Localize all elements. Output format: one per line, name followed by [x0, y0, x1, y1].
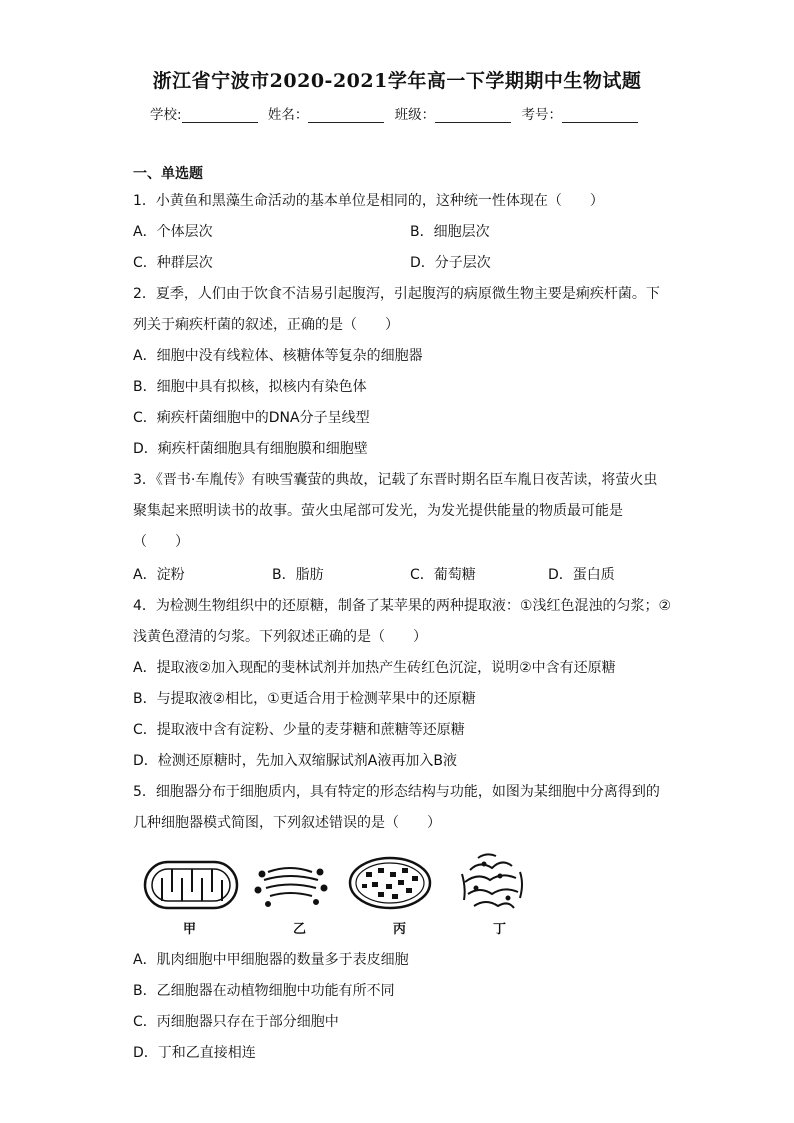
- q2-option-a[interactable]: A．细胞中没有线粒体、核糖体等复杂的细胞器: [133, 348, 423, 364]
- q3-stem-line3: （ ）: [133, 534, 189, 550]
- q4-option-b[interactable]: B．与提取液②相比，①更适合用于检测苹果中的还原糖: [133, 691, 476, 707]
- q2-option-d[interactable]: D．痢疾杆菌细胞具有细胞膜和细胞壁: [133, 441, 368, 457]
- q3-stem-line2: 聚集起来照明读书的故事。萤火虫尾部可发光，为发光提供能量的物质最可能是: [133, 503, 623, 519]
- q2-stem-line2: 列关于痢疾杆菌的叙述，正确的是（ ）: [133, 317, 399, 333]
- q3-stem-line1: 3．《晋书·车胤传》有映雪囊萤的典故，记载了东晋时期名臣车胤日夜苦读，将萤火虫: [133, 472, 658, 488]
- number-blank[interactable]: [562, 108, 638, 123]
- mitochondrion-figure: [145, 862, 237, 908]
- q5-option-d[interactable]: D．丁和乙直接相连: [133, 1045, 256, 1061]
- q1-option-b[interactable]: B．细胞层次: [410, 224, 490, 240]
- q5-stem-line1: 5．细胞器分布于细胞质内，具有特定的形态结构与功能，如图为某细胞中分离得到的: [133, 784, 660, 800]
- golgi-figure: [256, 868, 327, 906]
- page-title: 浙江省宁波市2020-2021学年高一下学期期中生物试题: [152, 70, 642, 92]
- chloroplast-figure: [350, 858, 430, 908]
- q3-option-a[interactable]: A．淀粉: [133, 567, 185, 583]
- q4-option-a[interactable]: A．提取液②加入现配的斐林试剂并加热产生砖红色沉淀，说明②中含有还原糖: [133, 660, 616, 676]
- student-info-line: [0, 103, 794, 123]
- name-blank[interactable]: [308, 108, 384, 123]
- school-label: 学校:: [150, 107, 182, 123]
- q4-option-d[interactable]: D．检测还原糖时，先加入双缩脲试剂A液再加入B液: [133, 753, 457, 769]
- q5-stem-line2: 几种细胞器模式简图，下列叙述错误的是（ ）: [133, 815, 441, 831]
- number-label: 考号：: [521, 107, 562, 123]
- q4-option-c[interactable]: C．提取液中含有淀粉、少量的麦芽糖和蔗糖等还原糖: [133, 722, 465, 738]
- q2-stem-line1: 2．夏季，人们由于饮食不洁易引起腹泻，引起腹泻的病原微生物主要是痢疾杆菌。下: [133, 286, 660, 302]
- q3-option-d[interactable]: D．蛋白质: [548, 567, 615, 583]
- q1-stem: 1．小黄鱼和黑藻生命活动的基本单位是相同的，这种统一性体现在（ ）: [133, 193, 604, 209]
- class-label: 班级：: [394, 107, 436, 123]
- name-label: 姓名：: [267, 107, 309, 123]
- figure-label-jia: 甲: [183, 922, 197, 937]
- q3-option-b[interactable]: B．脂肪: [272, 567, 324, 583]
- q5-option-c[interactable]: C．丙细胞器只存在于部分细胞中: [133, 1014, 339, 1030]
- q5-option-b[interactable]: B．乙细胞器在动植物细胞中功能有所不同: [133, 983, 395, 999]
- q4-stem-line2: 浅黄色澄清的匀浆。下列叙述正确的是（ ）: [133, 629, 427, 645]
- figure-label-bing: 丙: [393, 922, 407, 937]
- organelle-diagram: [140, 850, 540, 940]
- q2-option-c[interactable]: C．痢疾杆菌细胞中的DNA分子呈线型: [133, 410, 370, 426]
- q4-stem-line1: 4．为检测生物组织中的还原糖，制备了某苹果的两种提取液：①浅红色混浊的匀浆；②: [133, 598, 672, 614]
- q1-option-a[interactable]: A．个体层次: [133, 224, 213, 240]
- er-figure: [462, 854, 522, 908]
- q3-option-c[interactable]: C．葡萄糖: [410, 567, 476, 583]
- section-heading: 一、单选题: [133, 166, 203, 182]
- q1-option-c[interactable]: C．种群层次: [133, 255, 213, 271]
- q5-option-a[interactable]: A．肌肉细胞中甲细胞器的数量多于表皮细胞: [133, 952, 409, 968]
- figure-label-yi: 乙: [293, 922, 307, 937]
- q1-option-d[interactable]: D．分子层次: [410, 255, 491, 271]
- class-blank[interactable]: [435, 108, 511, 123]
- school-blank[interactable]: [182, 108, 258, 123]
- figure-label-ding: 丁: [493, 922, 507, 937]
- q2-option-b[interactable]: B．细胞中具有拟核，拟核内有染色体: [133, 379, 367, 395]
